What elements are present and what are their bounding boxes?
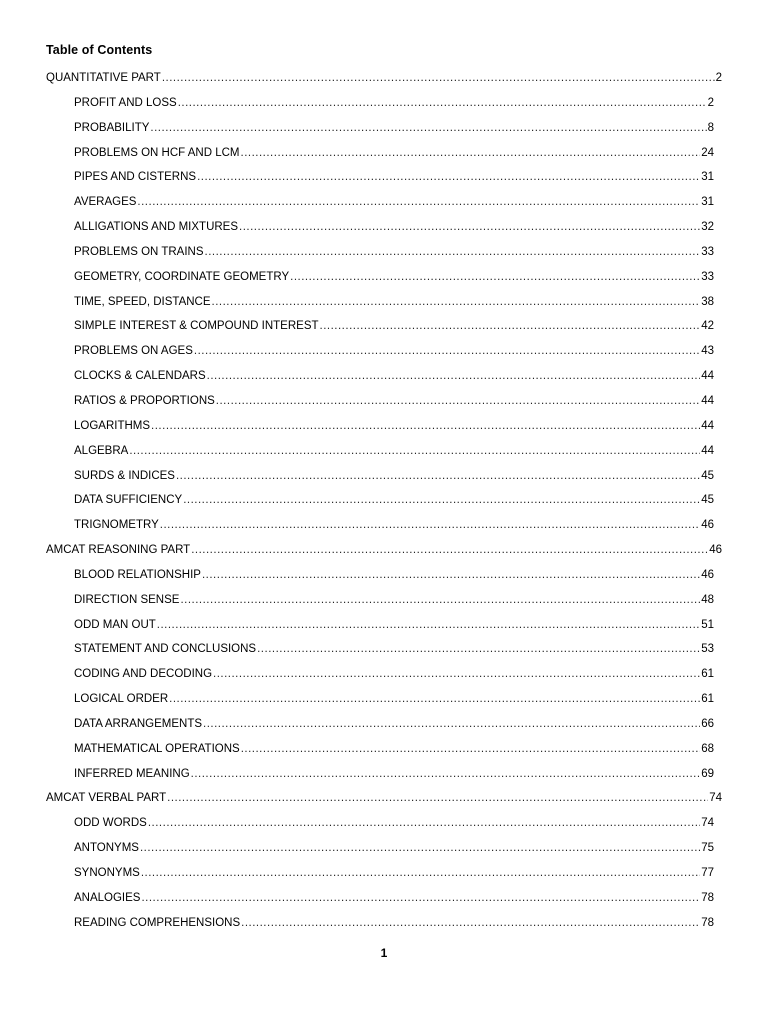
dot-leader xyxy=(141,867,700,879)
toc-entry-label: DATA ARRANGEMENTS xyxy=(74,717,203,730)
toc-entry-page: 42 xyxy=(701,320,714,333)
toc-entry-page: 45 xyxy=(701,469,714,482)
toc-entry-page: 69 xyxy=(701,767,714,780)
dot-leader xyxy=(180,594,700,606)
toc-entry-page: 75 xyxy=(701,842,714,855)
toc-entry-label: ALGEBRA xyxy=(74,444,129,457)
dot-leader xyxy=(320,320,701,332)
toc-entry-label: AMCAT REASONING PART xyxy=(46,544,191,557)
toc-entry-label: GEOMETRY, COORDINATE GEOMETRY xyxy=(74,270,290,283)
toc-entry-label: ANALOGIES xyxy=(74,891,141,904)
toc-subsection-entry[interactable] xyxy=(0,817,768,842)
toc-entry-page: 44 xyxy=(701,419,714,432)
dot-leader xyxy=(141,892,700,904)
toc-subsection-entry[interactable] xyxy=(0,221,768,246)
toc-entry-label: TIME, SPEED, DISTANCE xyxy=(74,295,211,308)
toc-subsection-entry[interactable] xyxy=(0,420,768,445)
toc-entry-label: ODD MAN OUT xyxy=(74,618,156,631)
toc-entry-label: AMCAT VERBAL PART xyxy=(46,792,167,805)
toc-entry-label: INFERRED MEANING xyxy=(74,767,190,780)
dot-leader xyxy=(167,792,708,804)
toc-entry-label: PIPES AND CISTERNS xyxy=(74,171,197,184)
toc-subsection-entry[interactable] xyxy=(0,246,768,271)
toc-entry-label: TRIGNOMETRY xyxy=(74,519,159,532)
toc-subsection-entry[interactable] xyxy=(0,569,768,594)
dot-leader xyxy=(216,395,700,407)
toc-entry-label: PROBABILITY xyxy=(74,121,150,134)
toc-subsection-entry[interactable] xyxy=(0,320,768,345)
toc-entry-page: 2 xyxy=(707,96,714,109)
toc-subsection-entry[interactable] xyxy=(0,445,768,470)
toc-subsection-entry[interactable] xyxy=(0,718,768,743)
toc-entry-page: 44 xyxy=(701,394,714,407)
toc-entry-label: ANTONYMS xyxy=(74,842,139,855)
dot-leader xyxy=(205,246,701,258)
toc-entry-label: SURDS & INDICES xyxy=(74,469,175,482)
toc-entry-label: RATIOS & PROPORTIONS xyxy=(74,394,215,407)
toc-entry-label: ODD WORDS xyxy=(74,817,147,830)
toc-entry-label: PROBLEMS ON TRAINS xyxy=(74,245,204,258)
toc-entry-label: LOGICAL ORDER xyxy=(74,693,169,706)
toc-section-entry[interactable] xyxy=(0,544,768,569)
toc-entry-label: CODING AND DECODING xyxy=(74,668,213,681)
dot-leader xyxy=(176,470,700,482)
toc-subsection-entry[interactable] xyxy=(0,196,768,221)
dot-leader xyxy=(191,544,708,556)
toc-subsection-entry[interactable] xyxy=(0,743,768,768)
toc-entry-page: 77 xyxy=(701,867,714,879)
dot-leader xyxy=(157,619,700,631)
toc-subsection-entry[interactable] xyxy=(0,122,768,147)
toc-entry-label: LOGARITHMS xyxy=(74,419,151,432)
toc-subsection-entry[interactable] xyxy=(0,395,768,420)
toc-entry-page: 45 xyxy=(701,494,714,507)
toc-entry-page: 2 xyxy=(715,72,722,84)
dot-leader xyxy=(203,718,700,730)
toc-entry-label: AVERAGES xyxy=(74,196,137,209)
toc-entry-label: DIRECTION SENSE xyxy=(74,593,180,606)
dot-leader xyxy=(169,693,700,705)
toc-entry-page: 44 xyxy=(701,370,714,383)
toc-entry-page: 78 xyxy=(701,916,714,929)
dot-leader xyxy=(162,72,715,84)
dot-leader xyxy=(241,147,701,159)
dot-leader xyxy=(257,643,700,655)
toc-subsection-entry[interactable] xyxy=(0,594,768,619)
toc-entry-page: 74 xyxy=(709,792,722,805)
toc-subsection-entry[interactable] xyxy=(0,147,768,172)
toc-subsection-entry[interactable] xyxy=(0,619,768,644)
toc-subsection-entry[interactable] xyxy=(0,768,768,793)
dot-leader xyxy=(197,171,700,183)
toc-entry-page: 44 xyxy=(701,444,714,457)
toc-entry-page: 61 xyxy=(701,668,714,681)
dot-leader xyxy=(150,122,706,134)
dot-leader xyxy=(129,445,700,457)
dot-leader xyxy=(241,743,701,755)
toc-subsection-entry[interactable] xyxy=(0,494,768,519)
dot-leader xyxy=(212,296,701,308)
toc-entry-label: PROBLEMS ON HCF AND LCM xyxy=(74,146,240,159)
toc-subsection-entry[interactable] xyxy=(0,892,768,917)
dot-leader xyxy=(151,420,700,432)
toc-entry-page: 46 xyxy=(701,519,714,532)
toc-entry-label: SIMPLE INTEREST & COMPOUND INTEREST xyxy=(74,320,319,333)
toc-entry-page: 66 xyxy=(701,717,714,730)
toc-subsection-entry[interactable] xyxy=(0,370,768,395)
toc-subsection-entry[interactable] xyxy=(0,97,768,122)
toc-entry-label: PROBLEMS ON AGES xyxy=(74,345,193,358)
toc-subsection-entry[interactable] xyxy=(0,917,768,942)
toc-entry-label: ALLIGATIONS AND MIXTURES xyxy=(74,221,239,234)
toc-subsection-entry[interactable] xyxy=(0,296,768,321)
toc-entry-label: MATHEMATICAL OPERATIONS xyxy=(74,742,240,755)
dot-leader xyxy=(178,97,707,109)
toc-subsection-entry[interactable] xyxy=(0,643,768,668)
toc-subsection-entry[interactable] xyxy=(0,470,768,495)
toc-section-entry[interactable] xyxy=(0,72,768,97)
toc-entry-page: 61 xyxy=(701,693,714,706)
toc-entry-page: 33 xyxy=(701,245,714,258)
toc-subsection-entry[interactable] xyxy=(0,171,768,196)
toc-entry-page: 31 xyxy=(701,171,714,184)
dot-leader xyxy=(202,569,700,581)
toc-entry-page: 46 xyxy=(709,544,722,557)
toc-entry-label: PROFIT AND LOSS xyxy=(74,96,177,109)
toc-entry-page: 53 xyxy=(701,643,714,656)
toc-entry-page: 48 xyxy=(701,593,714,606)
dot-leader xyxy=(140,842,700,854)
toc-entry-page: 46 xyxy=(701,568,714,581)
toc-entry-label: STATEMENT AND CONCLUSIONS xyxy=(74,643,257,656)
toc-entry-page: 74 xyxy=(701,817,714,830)
toc-entry-page: 31 xyxy=(701,196,714,209)
toc-entry-label: QUANTITATIVE PART xyxy=(46,72,161,84)
toc-subsection-entry[interactable] xyxy=(0,842,768,867)
dot-leader xyxy=(148,817,700,829)
toc-entry-label: READING COMPREHENSIONS xyxy=(74,916,241,929)
dot-leader xyxy=(191,768,701,780)
toc-entry-page: 32 xyxy=(701,221,714,234)
toc-subsection-entry[interactable] xyxy=(0,271,768,296)
toc-subsection-entry[interactable] xyxy=(0,345,768,370)
page-number: 1 xyxy=(380,946,388,960)
dot-leader xyxy=(137,196,700,208)
toc-entry-page: 24 xyxy=(701,146,714,159)
dot-leader xyxy=(160,519,700,531)
toc-entry-page: 8 xyxy=(707,121,714,134)
toc-entry-label: SYNONYMS xyxy=(74,867,140,879)
toc-entry-page: 78 xyxy=(701,891,714,904)
toc-entry-page: 68 xyxy=(701,742,714,755)
table-of-contents xyxy=(0,72,768,942)
toc-subsection-entry[interactable] xyxy=(0,867,768,892)
toc-section-entry[interactable] xyxy=(0,792,768,817)
dot-leader xyxy=(241,917,700,929)
toc-entry-page: 51 xyxy=(701,618,714,631)
toc-subsection-entry[interactable] xyxy=(0,668,768,693)
dot-leader xyxy=(207,370,701,382)
toc-entry-page: 38 xyxy=(701,295,714,308)
toc-entry-label: DATA SUFFICIENCY xyxy=(74,494,183,507)
toc-entry-page: 43 xyxy=(701,345,714,358)
dot-leader xyxy=(183,494,700,506)
toc-subsection-entry[interactable] xyxy=(0,693,768,718)
dot-leader xyxy=(213,668,700,680)
toc-entry-label: CLOCKS & CALENDARS xyxy=(74,370,206,383)
toc-title: Table of Contents xyxy=(46,43,153,57)
toc-entry-page: 33 xyxy=(701,270,714,283)
toc-entry-label: BLOOD RELATIONSHIP xyxy=(74,568,201,581)
dot-leader xyxy=(194,345,700,357)
toc-subsection-entry[interactable] xyxy=(0,519,768,544)
dot-leader xyxy=(290,271,700,283)
dot-leader xyxy=(239,221,700,233)
